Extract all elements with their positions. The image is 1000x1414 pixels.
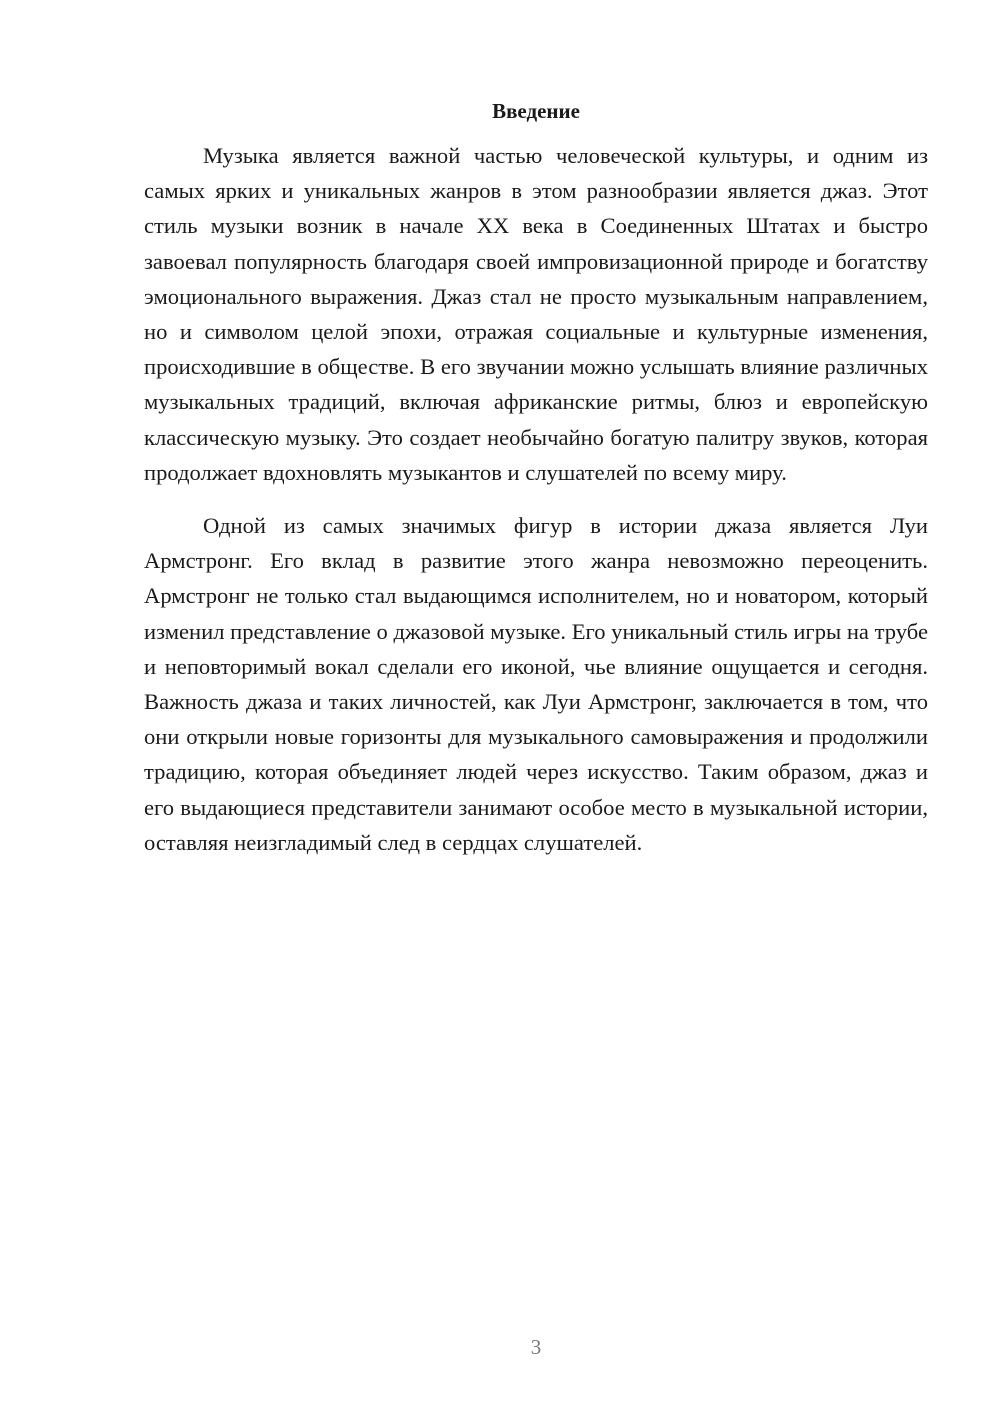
page-number: 3 bbox=[530, 1335, 542, 1359]
page-content bbox=[144, 96, 928, 860]
paragraph-1: Музыка является важной частью человеческой культуры, и одним из самых ярких и уникальных жанров в этом разнообразии является джаз. Этот стиль музыки возник в начале XX века в Соединенных Штатах и быстро завоевал популярность благодаря своей импровизационной природе и богатству эмоционального выражения. Джаз стал не просто музыкальным направлением, но и символом целой эпохи, отражая социальные и культурные изменения, происходившие в обществе. В его звучании можно услышать влияние различных музыкальных традиций, включая африканские ритмы, блюз и европейскую классическую музыку. Это создает необычайно богатую палитру звуков, которая продолжает вдохновлять музыкантов и слушателей по всему миру. bbox=[144, 143, 928, 485]
section-heading: Введение bbox=[492, 99, 580, 123]
paragraph-2: Одной из самых значимых фигур в истории джаза является Луи Армстронг. Его вклад в развитие этого жанра невозможно переоценить. Армстронг не только стал выдающимся исполнителем, но и новатором, который изменил представление о джазовой музыке. Его уникальный стиль игры на трубе и неповторимый вокал сделали его иконой, чье влияние ощущается и сегодня. Важность джаза и таких личностей, как Луи Армстронг, заключается в том, что они открыли новые горизонты для музыкального самовыражения и продолжили традицию, которая объединяет людей через искусство. Таким образом, джаз и его выдающиеся представители занимают особое место в музыкальной истории, оставляя неизгладимый след в сердцах слушателей. bbox=[144, 513, 928, 855]
